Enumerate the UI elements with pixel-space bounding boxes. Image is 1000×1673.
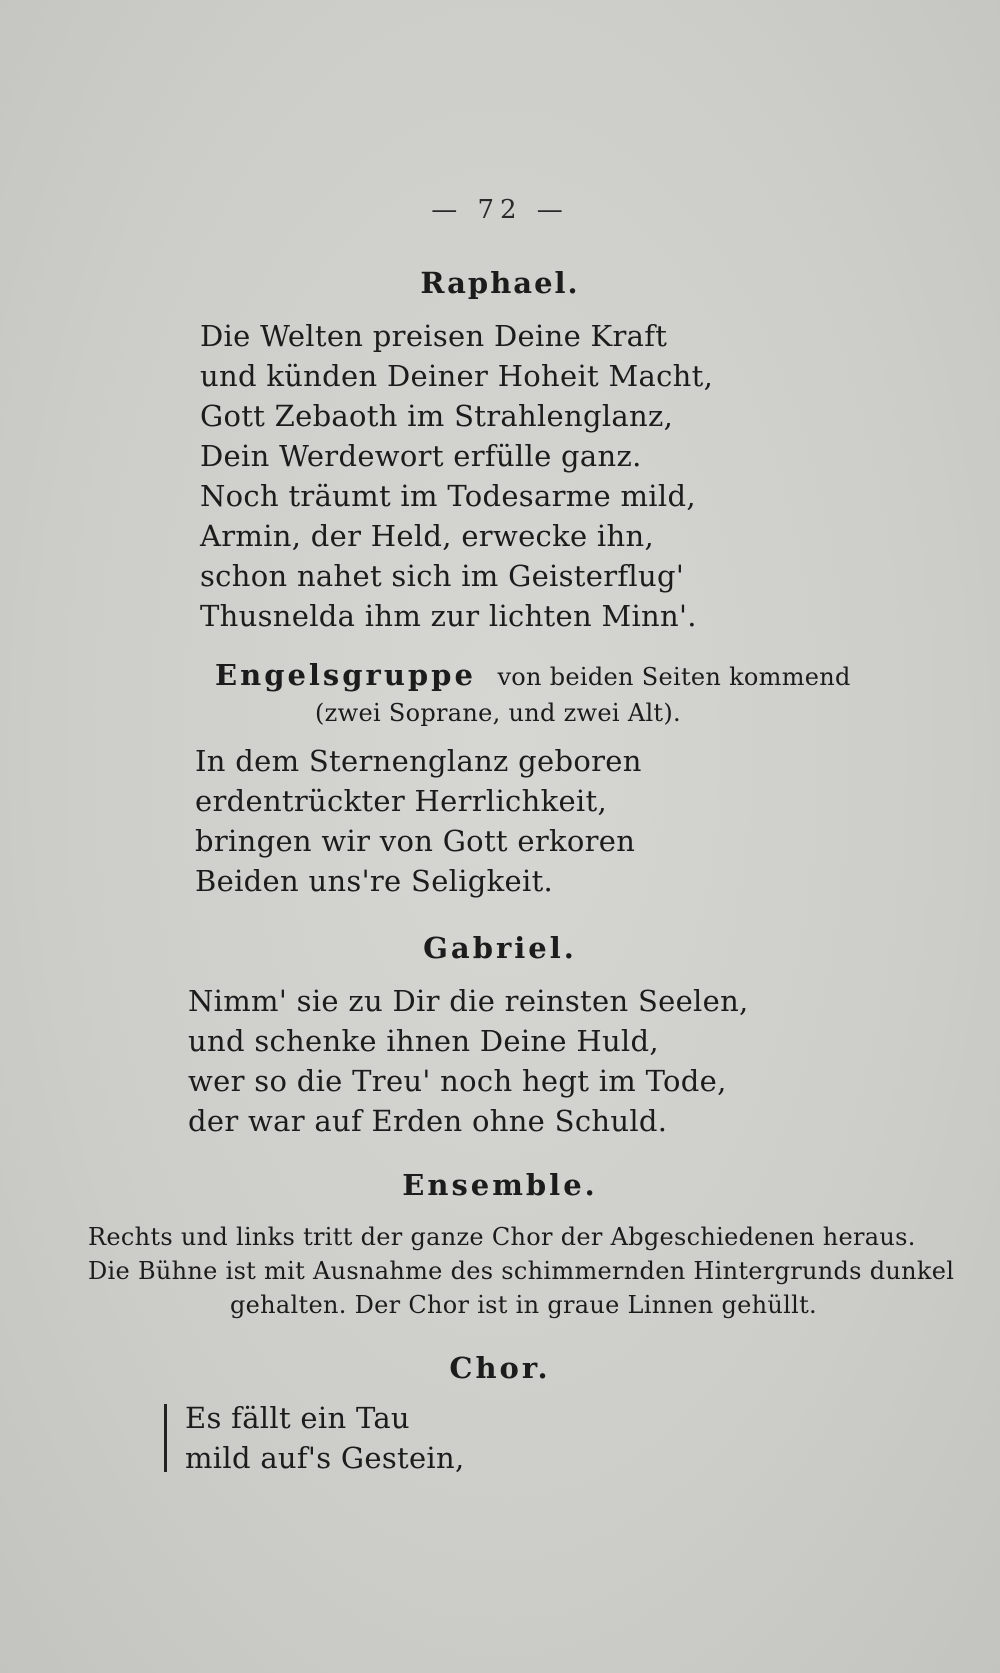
verse-line: der war auf Erden ohne Schuld. (188, 1104, 668, 1138)
verse-line: erdentrückter Herrlichkeit, (195, 784, 607, 818)
verse-line: bringen wir von Gott erkoren (195, 824, 636, 858)
verse-line: Beiden uns're Seligkeit. (195, 864, 554, 898)
verse-line: Dein Werdewort erfülle ganz. (200, 439, 642, 473)
stage-direction: (zwei Soprane, und zwei Alt). (315, 699, 681, 727)
speaker-raphael: Raphael. (420, 266, 580, 300)
stage-direction: Rechts und links tritt der ganze Chor der Abgeschiedenen heraus. (88, 1223, 916, 1251)
verse-line: schon nahet sich im Geisterflug' (200, 559, 685, 593)
page-number: — 72 — (431, 195, 569, 225)
verse-line: wer so die Treu' noch hegt im Tode, (188, 1064, 727, 1098)
verse-line: Es fällt ein Tau (185, 1401, 410, 1435)
stage-direction: Die Bühne ist mit Ausnahme des schimmernden Hintergrunds dunkel (88, 1257, 955, 1285)
verse-line: und schenke ihnen Deine Huld, (188, 1024, 659, 1058)
verse-line: mild auf's Gestein, (185, 1441, 465, 1475)
speaker-engelsgruppe: Engelsgruppe (215, 658, 476, 692)
speaker-chor: Chor. (449, 1351, 551, 1385)
verse-line: und künden Deiner Hoheit Macht, (200, 359, 714, 393)
verse-line: Armin, der Held, erwecke ihn, (200, 519, 654, 553)
verse-bracket (164, 1404, 167, 1472)
verse-line: Nimm' sie zu Dir die reinsten Seelen, (188, 984, 749, 1018)
heading-ensemble: Ensemble. (402, 1168, 598, 1202)
verse-line: In dem Sternenglanz geboren (195, 744, 642, 778)
verse-line: Thusnelda ihm zur lichten Minn'. (200, 599, 697, 633)
verse-line: Die Welten preisen Deine Kraft (200, 319, 668, 353)
stage-direction: von beiden Seiten kommend (497, 663, 851, 691)
stage-direction: gehalten. Der Chor ist in graue Linnen gehüllt. (230, 1291, 817, 1319)
speaker-engelsgruppe-row (215, 657, 851, 693)
verse-line: Gott Zebaoth im Strahlenglanz, (200, 399, 674, 433)
speaker-gabriel: Gabriel. (423, 931, 577, 965)
verse-line: Noch träumt im Todesarme mild, (200, 479, 696, 513)
